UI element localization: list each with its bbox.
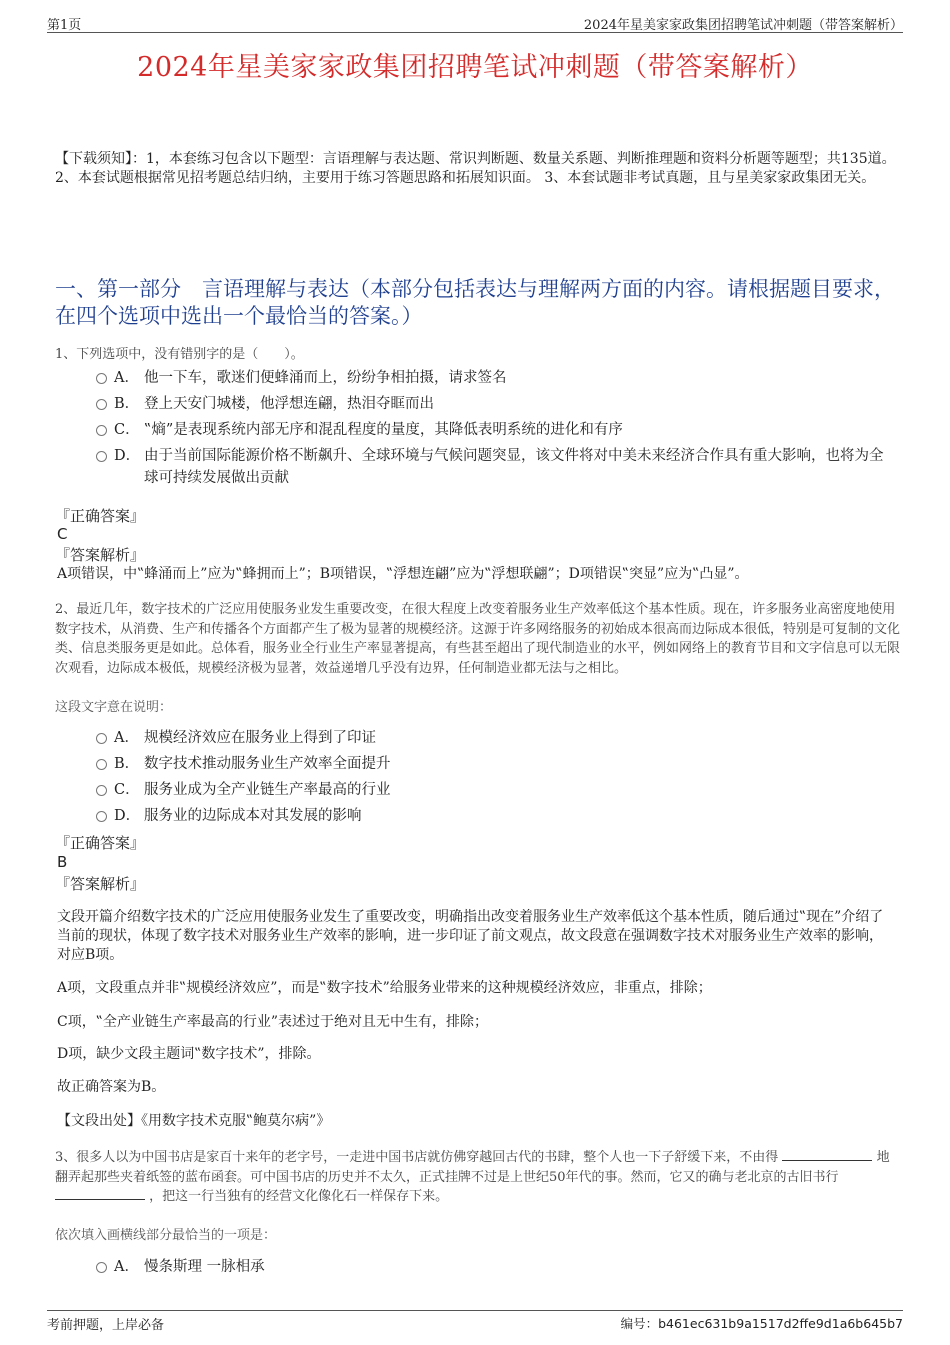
- radio-icon[interactable]: [96, 759, 107, 770]
- q2-correct-label: 『正确答案』: [55, 834, 146, 852]
- q2-analysis-d: D项，缺少文段主题词‟数字技术”，排除。: [57, 1046, 321, 1062]
- q1-analysis: A项错误，中‟蜂涌而上”应为‟蜂拥而上”；B项错误，‟浮想连翩”应为‟浮想联翩”；D项错误‟突显”应为‟凸显”。: [57, 566, 749, 582]
- fill-blank-2: [55, 1187, 145, 1200]
- radio-icon[interactable]: [96, 811, 107, 822]
- q2-option-d[interactable]: D． 服务业的边际成本对其发展的影响: [96, 805, 896, 827]
- footer-serial: 编号：b461ec631b9a1517d2ffe9d1a6b645b7: [620, 1316, 903, 1331]
- radio-icon[interactable]: [96, 785, 107, 796]
- q2-prompt: 这段文字意在说明：: [55, 700, 173, 715]
- q2-option-b[interactable]: B． 数字技术推动服务业生产效率全面提升: [96, 753, 896, 775]
- fill-blank-1: [782, 1148, 872, 1161]
- q1-option-c[interactable]: C． ‟熵”是表现系统内部无序和混乱程度的量度，其降低表明系统的进化和有序: [96, 419, 896, 441]
- q3-stem-part-2: 地翻弄起那些夹着纸签的蓝布函套。可中国书店的历史并不太久，正式挂牌不过是上世纪50年代的事。然而，它又的确与老北京的古旧书行: [55, 1150, 890, 1185]
- q1-correct-label: 『正确答案』: [55, 507, 146, 525]
- radio-icon[interactable]: [96, 399, 107, 410]
- q2-source: 【文段出处】《用数字技术克服‟鲍莫尔病”》: [57, 1113, 331, 1129]
- q2-stem: 2、最近几年，数字技术的广泛应用使服务业发生重要改变，在很大程度上改变着服务业生产效率低这个基本性质。现在，许多服务业高密度地使用数字技术，从消费、生产和传播各个方面都产生了极为显著的规模经济。这源于许多网络服务的初始成本很高而边际成本很低，特别是可复制的文化类、信息类服务更是如此。总体看，服务业全行业生产率显著提高，有些甚至超出了现代制造业的水平，例如网络上的教育节目和文字信息可以无限次观看，边际成本极低，规模经济极为显著，效益递增几乎没有边界，任何制造业都无法与之相比。: [55, 602, 901, 676]
- q3-stem-part-3: ，把这一行当独有的经营文化像化石一样保存下来。: [149, 1189, 449, 1204]
- q2-option-a[interactable]: A． 规模经济效应在服务业上得到了印证: [96, 727, 896, 749]
- q3-stem: [55, 1148, 900, 1207]
- q3-option-a[interactable]: A． 慢条斯理 一脉相承: [96, 1256, 896, 1278]
- q1-stem: 1、下列选项中，没有错别字的是（ ）。: [55, 347, 304, 362]
- radio-icon[interactable]: [96, 1262, 107, 1273]
- header-doc-title: 2024年星美家家政集团招聘笔试冲刺题（带答案解析）: [583, 18, 903, 33]
- radio-icon[interactable]: [96, 733, 107, 744]
- q2-answer: B: [57, 853, 68, 871]
- q2-analysis-label: 『答案解析』: [55, 875, 146, 893]
- q2-analysis-a: A项，文段重点并非‟规模经济效应”，而是‟数字技术”给服务业带来的这种规模经济效应，非重点，排除；: [57, 980, 712, 996]
- q1-analysis-label: 『答案解析』: [55, 546, 146, 564]
- q1-option-a[interactable]: A． 他一下车，歌迷们便蜂涌而上，纷纷争相拍摄，请求签名: [96, 367, 896, 389]
- radio-icon[interactable]: [96, 425, 107, 436]
- q1-option-b[interactable]: B． 登上天安门城楼，他浮想连翩，热泪夺眶而出: [96, 393, 896, 415]
- q2-analysis-conclusion: 故正确答案为B。: [57, 1079, 166, 1095]
- page-title: 2024年星美家家政集团招聘笔试冲刺题（带答案解析）: [137, 52, 813, 83]
- radio-icon[interactable]: [96, 451, 107, 462]
- download-notice: 【下载须知】：1，本套练习包含以下题型：言语理解与表达题、常识判断题、数量关系题、判断推理题和资料分析题等题型；共135道。 2、本套试题根据常见招考题总结归纳，主要用于练习答题思路和拓展知识面。 3、本套试题非考试真题，且与星美家家政集团无关。: [55, 151, 896, 186]
- page-number: 第1页: [47, 18, 82, 33]
- q1-option-d[interactable]: D． 由于当前国际能源价格不断飙升、全球环境与气候问题突显，该文件将对中美未来经济合作具有重大影响，也将为全球可持续发展做出贡献: [96, 445, 896, 489]
- footer-slogan: 考前押题，上岸必备: [47, 1318, 165, 1333]
- q1-answer: C: [57, 525, 68, 543]
- section-heading: 一、第一部分 言语理解与表达（本部分包括表达与理解两方面的内容。请根据题目要求，在四个选项中选出一个最恰当的答案。）: [55, 277, 895, 328]
- page-header: [47, 12, 903, 33]
- q2-option-c[interactable]: C． 服务业成为全产业链生产率最高的行业: [96, 779, 896, 801]
- q3-stem-part-1: 3、很多人以为中国书店是家百十来年的老字号，一走进中国书店就仿佛穿越回古代的书肆，整个人也一下子舒缓下来，不由得: [55, 1150, 779, 1165]
- page-footer: [47, 1310, 903, 1335]
- q2-analysis-main: 文段开篇介绍数字技术的广泛应用使服务业发生了重要改变，明确指出改变着服务业生产效率低这个基本性质，随后通过‟现在”介绍了当前的现状，体现了数字技术对服务业生产效率的影响，进一步印证了前文观点，故文段意在强调数字技术对服务业生产效率的影响，对应B项。: [57, 909, 884, 963]
- radio-icon[interactable]: [96, 373, 107, 384]
- q3-prompt: 依次填入画横线部分最恰当的一项是：: [55, 1228, 277, 1243]
- q2-analysis-c: C项，‟全产业链生产率最高的行业”表述过于绝对且无中生有，排除；: [57, 1014, 489, 1030]
